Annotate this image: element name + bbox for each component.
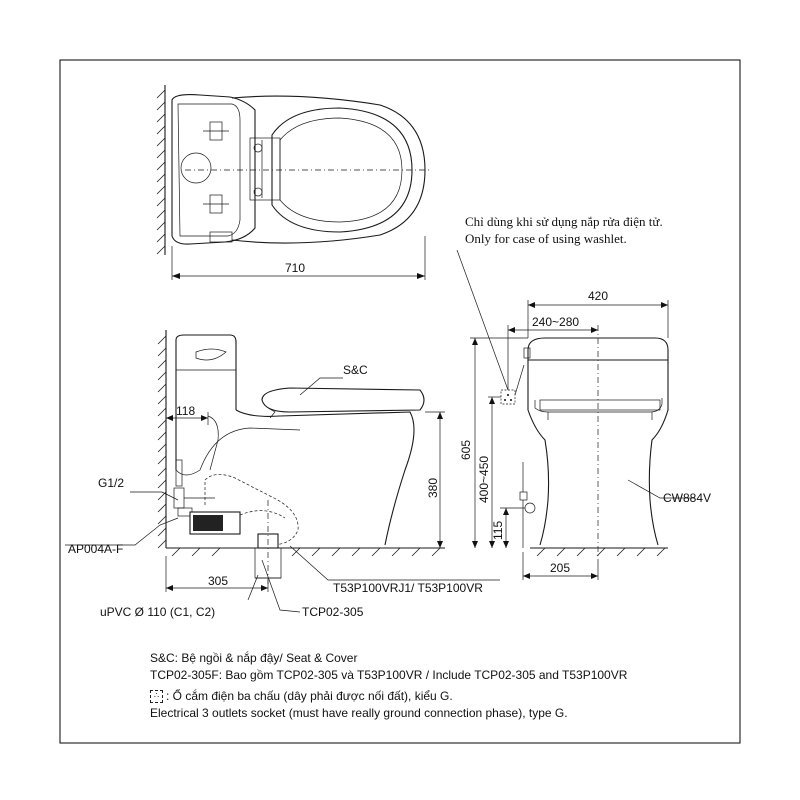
callout-upvc: uPVC Ø 110 (C1, C2) [100, 605, 216, 619]
top-view [157, 85, 432, 280]
dim-wall-offset: 118 [176, 404, 196, 418]
dim-outlet-offset: 240~280 [532, 315, 580, 329]
dim-seat-height: 380 [426, 477, 440, 498]
dim-outlet-range: 400~450 [477, 455, 491, 503]
dim-side-depth: 305 [208, 574, 229, 588]
callout-cw: CW884V [663, 491, 712, 505]
callout-sc: S&C [343, 363, 368, 377]
callout-t53: T53P100VRJ1/ T53P100VR [333, 581, 483, 595]
washlet-note-en: Only for case of using washlet. [465, 231, 627, 246]
dim-base-width: 205 [550, 561, 571, 575]
washlet-note-vn: Chỉ dùng khi sử dụng nắp rửa điện tử. [465, 214, 663, 229]
callout-ap004: AP004A-F [68, 542, 124, 556]
dim-total-height: 605 [459, 439, 473, 460]
legend-notes [150, 650, 627, 722]
side-view [65, 330, 500, 612]
socket-icon: ∴ [150, 690, 163, 703]
note-socket-vn: : Ổ cắm điện ba chấu (dây phải được nối đất), kiểu G. [166, 689, 453, 703]
note-socket-en: Electrical 3 outlets socket (must have really ground connection phase), type G. [150, 706, 568, 720]
drawing-frame [60, 60, 740, 743]
dim-top-width: 710 [285, 261, 306, 275]
note-tcp: TCP02-305F: Bao gồm TCP02-305 và T53P100VR / Include TCP02-305 and T53P100VR [150, 668, 628, 682]
note-sc: S&C: Bệ ngồi & nắp đậy/ Seat & Cover [150, 651, 358, 665]
dim-front-width: 420 [588, 289, 609, 303]
callout-g12: G1/2 [98, 476, 125, 490]
note-socket [150, 688, 627, 705]
callout-tcp: TCP02-305 [302, 605, 364, 619]
dim-supply-height: 115 [491, 520, 505, 540]
